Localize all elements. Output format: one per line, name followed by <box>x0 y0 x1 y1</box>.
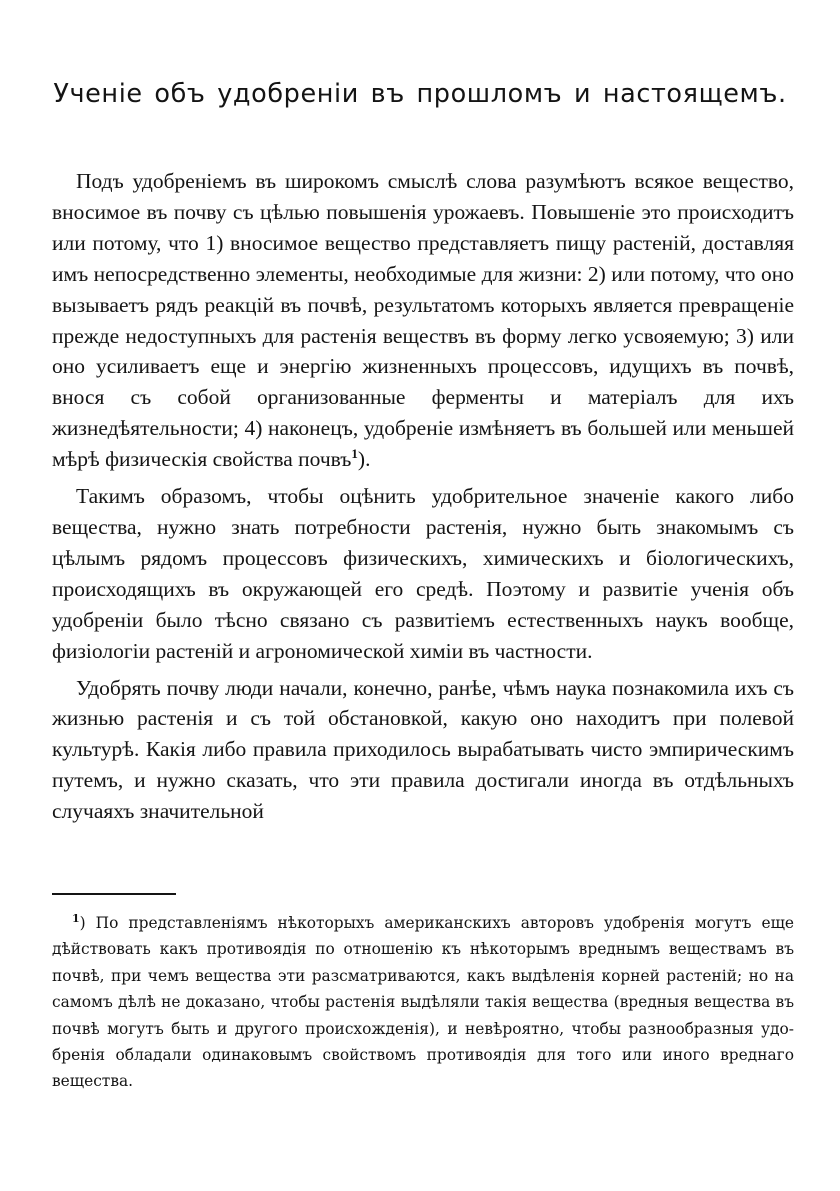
footnote-mark: 1 <box>72 912 80 925</box>
footnote-separator <box>52 893 176 895</box>
paragraph-1-text: Подъ удобреніемъ въ широкомъ смыслѣ слова разумѣютъ всякое вещество, вносимое въ почву съ цѣлью повышенія урожаевъ. Повышеніе это происходитъ или потому, что 1) вносимое вещество представляетъ пищу растеній, доставляя имъ непосредственно элементы, необходимые для жизни: 2) или потому, что оно вызываетъ рядъ реакцій въ почвѣ, результатомъ которыхъ является превращеніе прежде недоступныхъ для растенія веществъ въ форму легко усвояемую; 3) или оно усиливаетъ еще и энергію жизненныхъ процессовъ, идущихъ въ почвѣ, внося съ собой организованные ферменты и матеріалъ для ихъ жизнедѣятельности; 4) наконецъ, удобреніе измѣняетъ въ большей или меньшей мѣрѣ физическія свойства почвъ <box>52 169 794 472</box>
paragraph-1-tail: ). <box>357 447 371 472</box>
footnote <box>52 910 794 1095</box>
body-text <box>52 166 794 833</box>
footnote-text: ) По представленіямъ нѣкоторыхъ американскихъ авторовъ удобренія могутъ еще дѣйствовать какъ противоядія по отношенію къ нѣкоторымъ вреднымъ веществамъ въ почвѣ, при чемъ вещества эти разсматриваются, какъ выдѣленія корней растеній; но на самомъ дѣлѣ не доказано, чтобы растенія выдѣляли такія вещества (вредныя вещества въ почвѣ могутъ быть и другого происхожденія), и невѣроятно, чтобы разнообразныя удобренія обладали одинаковымъ свойствомъ противоядія для того или иного вреднаго вещества. <box>52 914 794 1091</box>
paragraph-2: Такимъ образомъ, чтобы оцѣнить удобрительное значеніе какого либо вещества, нужно знать потребности растенія, нужно быть знакомымъ съ цѣлымъ рядомъ процессовъ физическихъ, химическихъ и біологическихъ, происходящихъ въ окружающей его средѣ. Поэтому и развитіе ученія объ удобреніи было тѣсно связано съ развитіемъ естественныхъ наукъ вообще, физіологіи растеній и агрономической химіи въ частности. <box>52 484 794 663</box>
page-title: Ученіе объ удобреніи въ прошломъ и настоящемъ. <box>53 79 787 109</box>
paragraph-3: Удобрять почву люди начали, конечно, ранѣе, чѣмъ наука познакомила ихъ съ жизнью растенія и съ той обстановкой, какую оно находитъ при полевой культурѣ. Какія либо правила приходилось вырабатывать чисто эмпирическимъ путемъ, и нужно сказать, что эти правила достигали иногда въ отдѣльныхъ случаяхъ значительной <box>52 675 794 824</box>
footnote-reference: 1 <box>351 446 358 462</box>
paragraph-1 <box>52 166 794 475</box>
